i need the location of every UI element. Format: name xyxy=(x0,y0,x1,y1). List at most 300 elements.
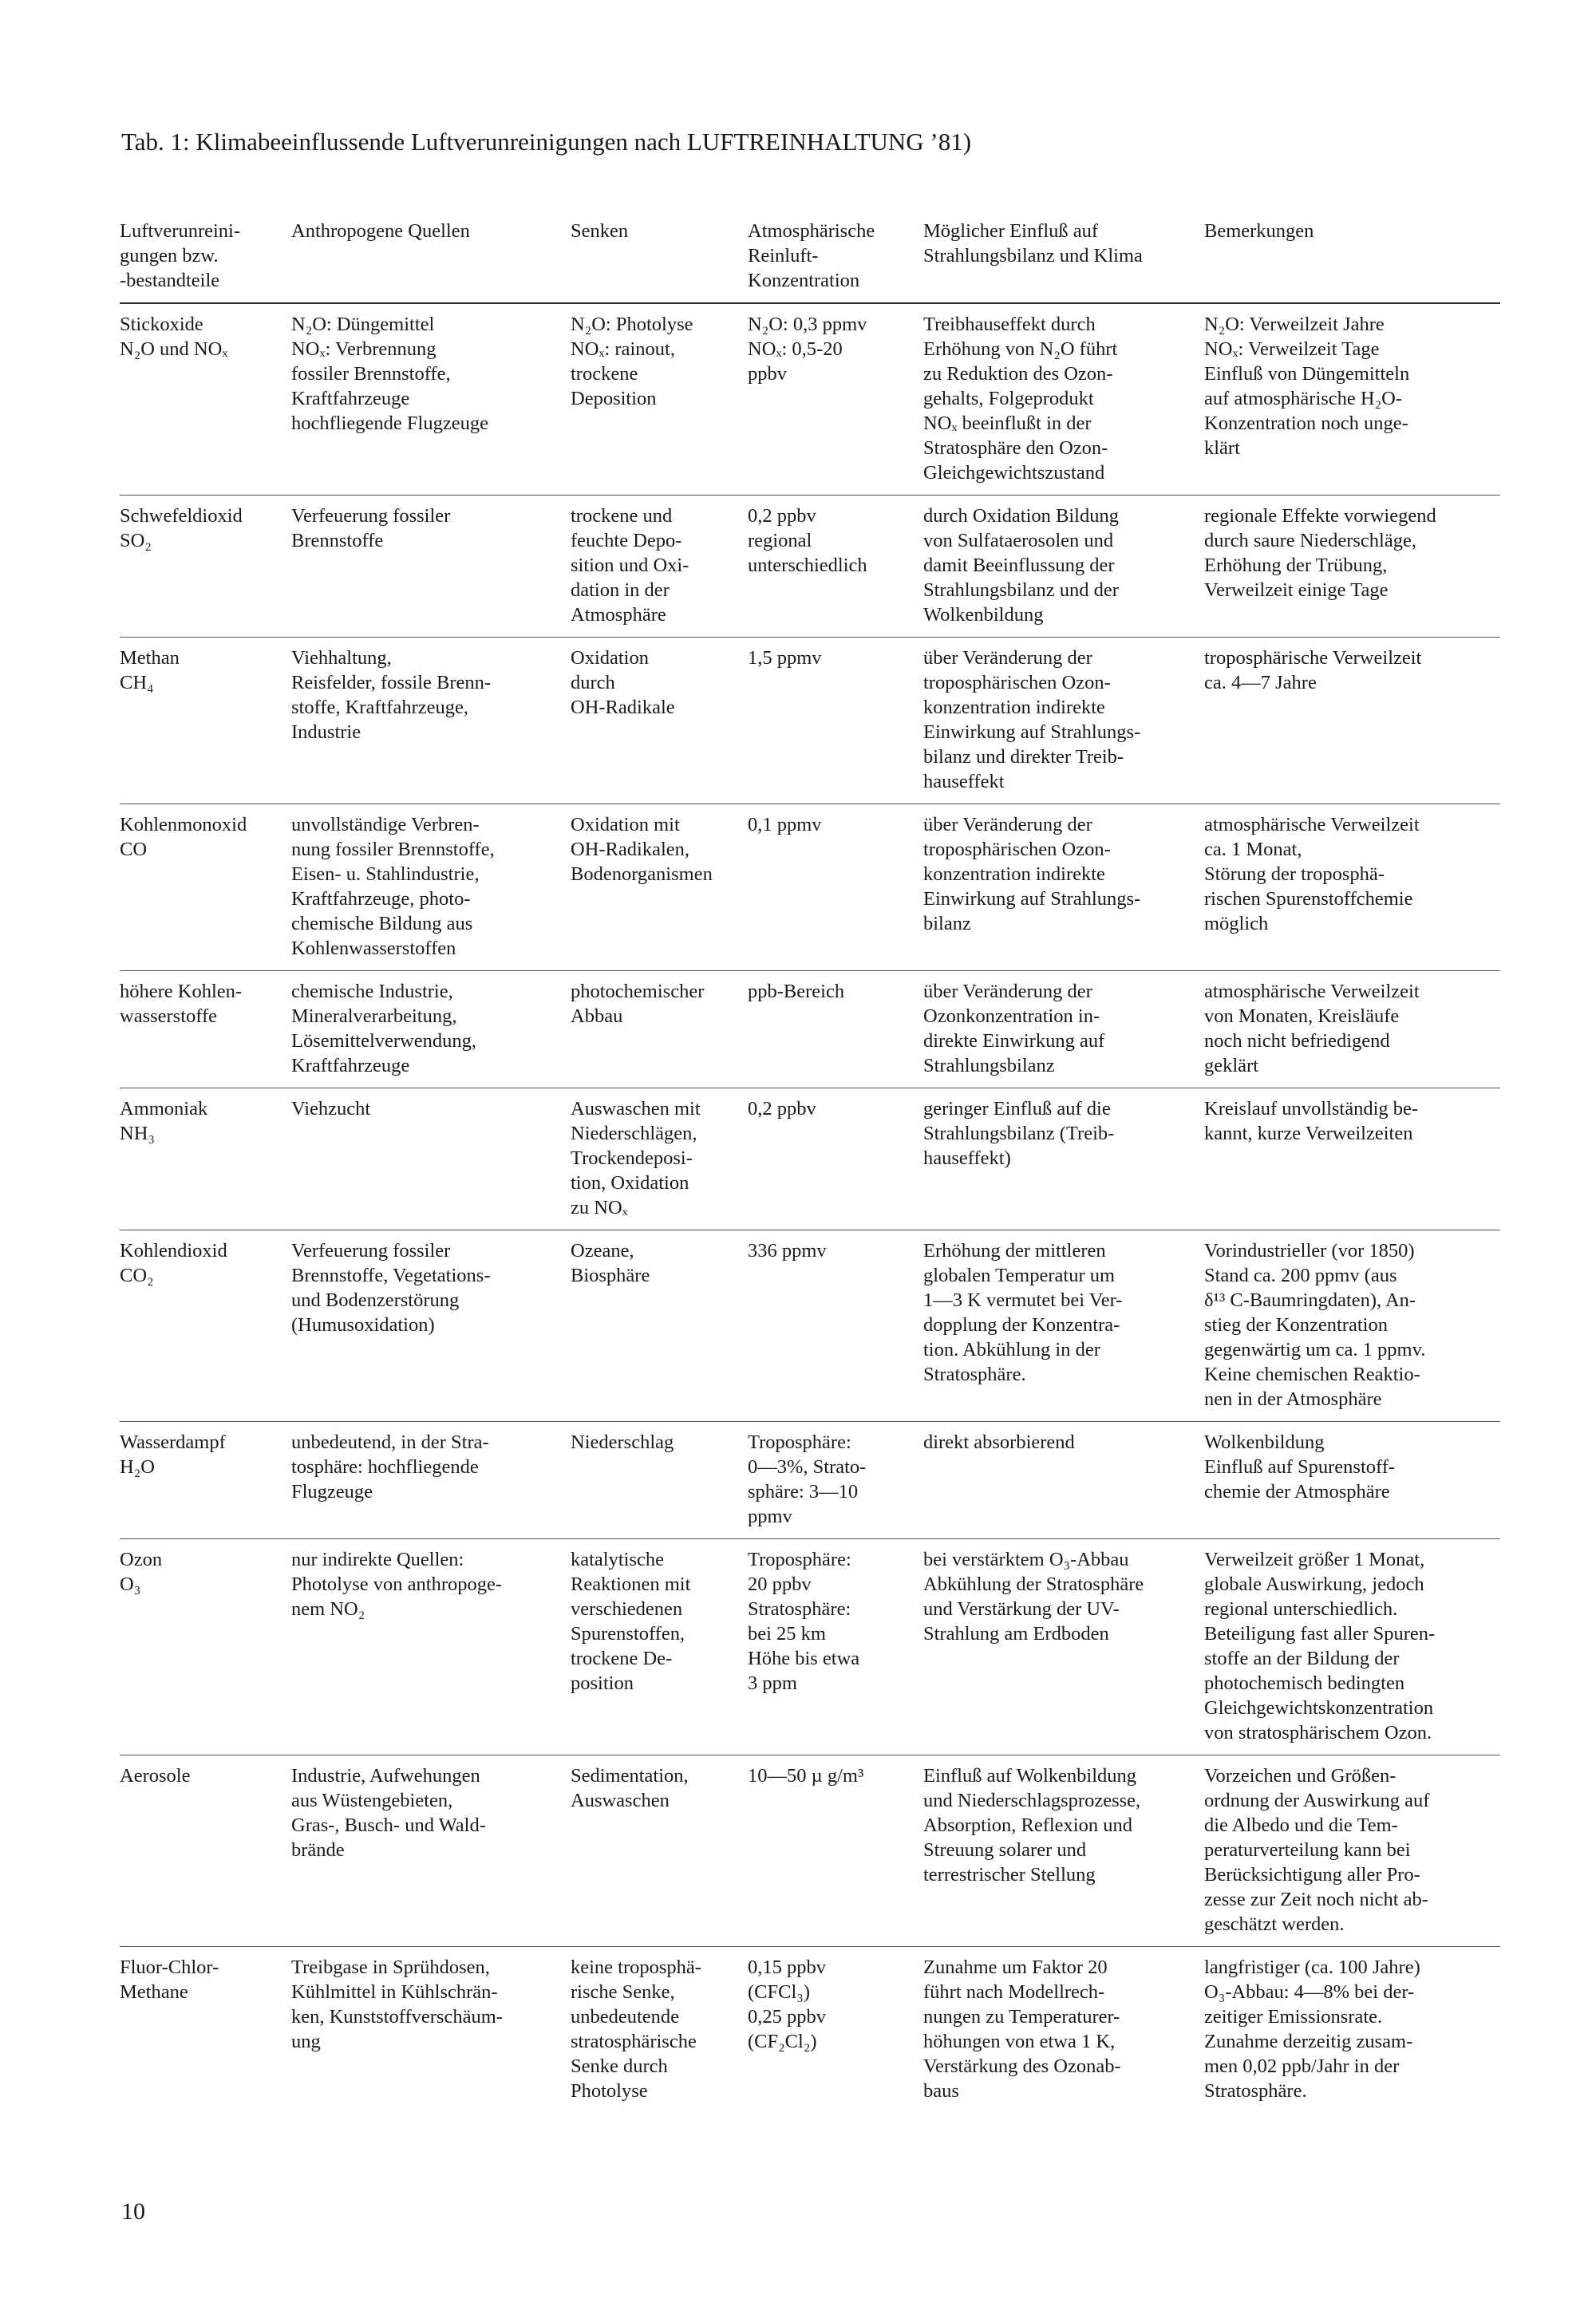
cell-line: brände xyxy=(291,1839,345,1861)
cell-pollutant xyxy=(120,804,291,971)
cell-line: Abbau xyxy=(571,1005,623,1027)
cell-line: troposphärische Verweilzeit xyxy=(1204,647,1422,669)
cell-line: N₂O und NOₓ xyxy=(120,338,228,360)
cell-line: über Veränderung der xyxy=(923,981,1092,1002)
cell-pollutant xyxy=(120,303,291,496)
cell-line: möglich xyxy=(1204,913,1269,934)
cell-climate-influence xyxy=(923,804,1204,971)
cell-line: Kohlenwasserstoffen xyxy=(291,938,456,959)
cell-line: Kraftfahrzeuge xyxy=(291,388,410,409)
table-row xyxy=(120,804,1500,971)
cell-line: Erhöhung der Trübung, xyxy=(1204,555,1388,576)
cell-line: (Humusoxidation) xyxy=(291,1314,435,1336)
header-remarks xyxy=(1204,215,1500,303)
cell-line: baus xyxy=(923,2080,959,2102)
cell-line: CO₂ xyxy=(120,1265,154,1286)
cell-line: durch Oxidation Bildung xyxy=(923,505,1119,527)
cell-pollutant xyxy=(120,1947,291,2114)
cell-sources xyxy=(291,1422,571,1539)
cell-concentration xyxy=(748,1422,923,1539)
cell-remarks xyxy=(1204,971,1500,1088)
cell-line: stoffe an der Bildung der xyxy=(1204,1648,1400,1669)
cell-line: langfristiger (ca. 100 Jahre) xyxy=(1204,1957,1420,1978)
cell-line: men 0,02 ppb/Jahr in der xyxy=(1204,2055,1400,2077)
cell-line: Troposphäre: xyxy=(748,1431,851,1453)
cell-line: geschätzt werden. xyxy=(1204,1913,1345,1935)
cell-line: noch nicht befriedigend xyxy=(1204,1030,1390,1052)
cell-line: Strahlung am Erdboden xyxy=(923,1623,1109,1645)
cell-line: Stratosphäre. xyxy=(1204,2080,1307,2102)
cell-line: NOₓ: 0,5-20 xyxy=(748,338,843,360)
cell-line: 0—3%, Strato- xyxy=(748,1456,867,1478)
cell-line: unterschiedlich xyxy=(748,555,867,576)
cell-sources xyxy=(291,804,571,971)
cell-concentration xyxy=(748,1539,923,1755)
cell-line: Wolkenbildung xyxy=(1204,1431,1325,1453)
cell-line: regionale Effekte vorwiegend xyxy=(1204,505,1436,527)
cell-sources xyxy=(291,1755,571,1947)
cell-sinks xyxy=(571,1230,748,1422)
header-climate-influence xyxy=(923,215,1204,303)
cell-line: hochfliegende Flugzeuge xyxy=(291,413,488,434)
cell-line: chemie der Atmosphäre xyxy=(1204,1481,1390,1503)
cell-line: fossiler Brennstoffe, xyxy=(291,363,451,385)
cell-line: stieg der Konzentration xyxy=(1204,1314,1388,1336)
cell-line: ordnung der Auswirkung auf xyxy=(1204,1790,1430,1811)
cell-line: verschiedenen xyxy=(571,1598,683,1620)
cell-line: NOₓ beeinflußt in der xyxy=(923,413,1092,434)
cell-line: ppmv xyxy=(748,1506,792,1527)
cell-line: Einwirkung auf Strahlungs- xyxy=(923,888,1141,910)
cell-line: unbedeutende xyxy=(571,2006,680,2028)
cell-line: katalytische xyxy=(571,1549,665,1570)
cell-pollutant xyxy=(120,1230,291,1422)
cell-line: Methan xyxy=(120,647,180,669)
cell-line: Wolkenbildung xyxy=(923,604,1044,626)
cell-line: Stickoxide xyxy=(120,314,203,335)
cell-line: Strahlungsbilanz xyxy=(923,1055,1055,1076)
cell-line: Einfluß von Düngemitteln xyxy=(1204,363,1410,385)
table-row xyxy=(120,1422,1500,1539)
cell-line: stoffe, Kraftfahrzeuge, xyxy=(291,697,468,718)
cell-line: Abkühlung der Stratosphäre xyxy=(923,1574,1144,1595)
cell-line: Deposition xyxy=(571,388,657,409)
cell-line: Möglicher Einfluß auf xyxy=(923,220,1099,242)
cell-line: Kühlmittel in Kühlschrän- xyxy=(291,1981,498,2003)
cell-line: dation in der xyxy=(571,579,670,601)
cell-line: 10—50 µ g/m³ xyxy=(748,1765,864,1787)
cell-concentration xyxy=(748,1230,923,1422)
cell-line: von Sulfataerosolen und xyxy=(923,530,1114,551)
cell-line: Trockendeposi- xyxy=(571,1147,693,1169)
table-caption: Tab. 1: Klimabeeinflussende Luftverunreinigungen nach LUFTREINHALTUNG ’81) xyxy=(121,128,972,156)
cell-line: Biosphäre xyxy=(571,1265,650,1286)
cell-line: über Veränderung der xyxy=(923,814,1092,835)
cell-line: Beteiligung fast aller Spuren- xyxy=(1204,1623,1436,1645)
cell-line: dopplung der Konzentra- xyxy=(923,1314,1120,1336)
cell-remarks xyxy=(1204,303,1500,496)
cell-sources xyxy=(291,496,571,638)
cell-line: troposphärischen Ozon- xyxy=(923,672,1111,693)
cell-line: ca. 1 Monat, xyxy=(1204,839,1302,860)
cell-sinks xyxy=(571,303,748,496)
cell-pollutant xyxy=(120,1539,291,1755)
cell-line: (CF₂Cl₂) xyxy=(748,2031,817,2052)
cell-line: Reaktionen mit xyxy=(571,1574,691,1595)
cell-pollutant xyxy=(120,1422,291,1539)
cell-line: SO₂ xyxy=(120,530,152,551)
cell-line: gehalts, Folgeprodukt xyxy=(923,388,1094,409)
cell-line: Einfluß auf Spurenstoff- xyxy=(1204,1456,1396,1478)
cell-line: peraturverteilung kann bei xyxy=(1204,1839,1411,1861)
cell-line: Ozeane, xyxy=(571,1240,634,1262)
cell-line: bilanz und direkter Treib- xyxy=(923,746,1124,768)
cell-climate-influence xyxy=(923,303,1204,496)
cell-line: Kreislauf unvollständig be- xyxy=(1204,1098,1419,1120)
cell-line: Photolyse xyxy=(571,2080,648,2102)
cell-pollutant xyxy=(120,1088,291,1230)
cell-line: Industrie, Aufwehungen xyxy=(291,1765,480,1787)
cell-sinks xyxy=(571,971,748,1088)
cell-line: Viehzucht xyxy=(291,1098,371,1120)
cell-line: höhere Kohlen- xyxy=(120,981,243,1002)
cell-line: position xyxy=(571,1672,634,1694)
cell-line: nungen zu Temperaturer- xyxy=(923,2006,1120,2028)
cell-pollutant xyxy=(120,638,291,804)
cell-line: Keine chemischen Reaktio- xyxy=(1204,1364,1420,1385)
cell-line: 1—3 K vermutet bei Ver- xyxy=(923,1289,1123,1311)
cell-line: Oxidation mit xyxy=(571,814,680,835)
cell-line: Absorption, Reflexion und xyxy=(923,1815,1132,1836)
cell-line: gungen bzw. xyxy=(120,245,219,267)
cell-line: gegenwärtig um ca. 1 ppmv. xyxy=(1204,1339,1426,1360)
cell-line: wasserstoffe xyxy=(120,1005,218,1027)
cell-line: direkt absorbierend xyxy=(923,1431,1075,1453)
cell-line: Verweilzeit größer 1 Monat, xyxy=(1204,1549,1425,1570)
cell-line: ken, Kunststoffverschäum- xyxy=(291,2006,503,2028)
cell-line: 3 ppm xyxy=(748,1672,797,1694)
cell-line: hauseffekt) xyxy=(923,1147,1011,1169)
cell-line: Spurenstoffen, xyxy=(571,1623,685,1645)
cell-line: Strahlungsbilanz und der xyxy=(923,579,1119,601)
cell-line: Gleichgewichtskonzentration xyxy=(1204,1697,1434,1719)
cell-line: geringer Einfluß auf die xyxy=(923,1098,1111,1120)
cell-line: 20 ppbv xyxy=(748,1574,812,1595)
cell-line: rischen Spurenstoffchemie xyxy=(1204,888,1413,910)
cell-sources xyxy=(291,303,571,496)
cell-line: zeitiger Emissionsrate. xyxy=(1204,2006,1383,2028)
cell-climate-influence xyxy=(923,1539,1204,1755)
cell-line: terrestrischer Stellung xyxy=(923,1864,1096,1886)
cell-line: Stratosphäre. xyxy=(923,1364,1026,1385)
cell-line: Stratosphäre: xyxy=(748,1598,851,1620)
cell-line: photochemisch bedingten xyxy=(1204,1672,1405,1694)
cell-line: Zunahme derzeitig zusam- xyxy=(1204,2031,1413,2052)
cell-line: tion, Oxidation xyxy=(571,1172,689,1194)
cell-line: 0,15 ppbv xyxy=(748,1957,826,1978)
cell-line: Treibgase in Sprühdosen, xyxy=(291,1957,490,1978)
cell-line: Ammoniak xyxy=(120,1098,208,1120)
cell-line: Höhe bis etwa xyxy=(748,1648,860,1669)
cell-line: Stand ca. 200 ppmv (aus xyxy=(1204,1265,1397,1286)
cell-climate-influence xyxy=(923,496,1204,638)
cell-line: Reinluft- xyxy=(748,245,819,267)
cell-line: δ¹³ C-Baumringdaten), An- xyxy=(1204,1289,1416,1311)
cell-line: die Albedo und die Tem- xyxy=(1204,1815,1398,1836)
cell-line: 0,2 ppbv xyxy=(748,505,816,527)
table-row xyxy=(120,1755,1500,1947)
cell-line: 0,25 ppbv xyxy=(748,2006,826,2028)
cell-line: N₂O: 0,3 ppmv xyxy=(748,314,867,335)
cell-line: regional unterschiedlich. xyxy=(1204,1598,1398,1620)
cell-line: durch xyxy=(571,672,615,693)
cell-line: unbedeutend, in der Stra- xyxy=(291,1431,489,1453)
cell-remarks xyxy=(1204,496,1500,638)
cell-line: von Monaten, Kreisläufe xyxy=(1204,1005,1400,1027)
cell-line: und Verstärkung der UV- xyxy=(923,1598,1120,1620)
cell-line: stratosphärische xyxy=(571,2031,697,2052)
cell-line: Konzentration xyxy=(748,270,860,291)
cell-line: Senke durch xyxy=(571,2055,668,2077)
cell-line: Strahlungsbilanz (Treib- xyxy=(923,1123,1115,1144)
table-row xyxy=(120,303,1500,496)
cell-line: aus Wüstengebieten, xyxy=(291,1790,453,1811)
cell-line: ca. 4—7 Jahre xyxy=(1204,672,1317,693)
cell-line: Treibhauseffekt durch xyxy=(923,314,1096,335)
cell-line: Auswaschen xyxy=(571,1790,670,1811)
cell-line: über Veränderung der xyxy=(923,647,1092,669)
cell-line: Verfeuerung fossiler xyxy=(291,505,451,527)
pollutant-table xyxy=(120,215,1500,2113)
header-pollutant xyxy=(120,215,291,303)
cell-concentration xyxy=(748,971,923,1088)
cell-line: Atmosphärische xyxy=(748,220,875,242)
cell-line: geklärt xyxy=(1204,1055,1259,1076)
cell-concentration xyxy=(748,1947,923,2114)
table-row xyxy=(120,496,1500,638)
cell-line: direkte Einwirkung auf xyxy=(923,1030,1105,1052)
cell-remarks xyxy=(1204,804,1500,971)
cell-line: troposphärischen Ozon- xyxy=(923,839,1111,860)
cell-climate-influence xyxy=(923,638,1204,804)
cell-line: 0,1 ppmv xyxy=(748,814,822,835)
cell-line: Kraftfahrzeuge, photo- xyxy=(291,888,471,910)
cell-sources xyxy=(291,971,571,1088)
cell-sinks xyxy=(571,1755,748,1947)
cell-line: keine troposphä- xyxy=(571,1957,701,1978)
cell-line: Eisen- u. Stahlindustrie, xyxy=(291,863,480,885)
cell-line: Einwirkung auf Strahlungs- xyxy=(923,721,1141,743)
cell-concentration xyxy=(748,1755,923,1947)
cell-sinks xyxy=(571,1088,748,1230)
cell-line: Viehhaltung, xyxy=(291,647,392,669)
cell-line: Brennstoffe xyxy=(291,530,384,551)
cell-line: Vorindustrieller (vor 1850) xyxy=(1204,1240,1415,1262)
cell-climate-influence xyxy=(923,1947,1204,2114)
cell-line: Auswaschen mit xyxy=(571,1098,701,1120)
cell-line: globale Auswirkung, jedoch xyxy=(1204,1574,1424,1595)
cell-line: H₂O xyxy=(120,1456,155,1478)
cell-sources xyxy=(291,1230,571,1422)
cell-line: Kohlenmonoxid xyxy=(120,814,247,835)
cell-pollutant xyxy=(120,971,291,1088)
cell-line: nung fossiler Brennstoffe, xyxy=(291,839,495,860)
cell-line: tion. Abkühlung in der xyxy=(923,1339,1100,1360)
cell-concentration xyxy=(748,804,923,971)
page-number: 10 xyxy=(121,2198,145,2225)
cell-concentration xyxy=(748,496,923,638)
cell-sinks xyxy=(571,638,748,804)
cell-line: regional xyxy=(748,530,812,551)
cell-line: O₃-Abbau: 4—8% bei der- xyxy=(1204,1981,1415,2003)
cell-line: klärt xyxy=(1204,437,1240,459)
cell-sources xyxy=(291,1947,571,2114)
cell-line: N₂O: Düngemittel xyxy=(291,314,435,335)
cell-line: trockene xyxy=(571,363,638,385)
cell-line: Lösemittelverwendung, xyxy=(291,1030,477,1052)
cell-line: CO xyxy=(120,839,148,860)
cell-line: -bestandteile xyxy=(120,270,220,291)
cell-line: Schwefeldioxid xyxy=(120,505,243,527)
cell-line: 336 ppmv xyxy=(748,1240,827,1262)
cell-line: Gras-, Busch- und Wald- xyxy=(291,1815,486,1836)
cell-sources xyxy=(291,638,571,804)
cell-line: Niederschlägen, xyxy=(571,1123,697,1144)
table-row xyxy=(120,971,1500,1088)
cell-line: rische Senke, xyxy=(571,1981,675,2003)
table-row xyxy=(120,638,1500,804)
cell-line: führt nach Modellrech- xyxy=(923,1981,1105,2003)
cell-line: Strahlungsbilanz und Klima xyxy=(923,245,1143,267)
cell-line: durch saure Niederschläge, xyxy=(1204,530,1416,551)
cell-line: und Bodenzerstörung xyxy=(291,1289,460,1311)
table-row xyxy=(120,1539,1500,1755)
cell-remarks xyxy=(1204,1422,1500,1539)
cell-line: Konzentration noch unge- xyxy=(1204,413,1408,434)
cell-line: Industrie xyxy=(291,721,361,743)
cell-line: Photolyse von anthropoge- xyxy=(291,1574,503,1595)
cell-line: trockene und xyxy=(571,505,673,527)
cell-line: Erhöhung von N₂O führt xyxy=(923,338,1118,360)
cell-sources xyxy=(291,1088,571,1230)
cell-line: ung xyxy=(291,2031,321,2052)
cell-line: OH-Radikalen, xyxy=(571,839,689,860)
cell-concentration xyxy=(748,303,923,496)
cell-line: Wasserdampf xyxy=(120,1431,226,1453)
cell-remarks xyxy=(1204,1755,1500,1947)
cell-line: ppbv xyxy=(748,363,787,385)
cell-line: zu Reduktion des Ozon- xyxy=(923,363,1113,385)
cell-line: Berücksichtigung aller Pro- xyxy=(1204,1864,1420,1886)
cell-line: N₂O: Photolyse xyxy=(571,314,693,335)
cell-sinks xyxy=(571,1947,748,2114)
cell-line: Bodenorganismen xyxy=(571,863,713,885)
cell-line: Verfeuerung fossiler xyxy=(291,1240,451,1262)
cell-line: Streuung solarer und xyxy=(923,1839,1087,1861)
cell-line: Einfluß auf Wolkenbildung xyxy=(923,1765,1137,1787)
cell-line: OH-Radikale xyxy=(571,697,675,718)
table-row xyxy=(120,1088,1500,1230)
cell-line: atmosphärische Verweilzeit xyxy=(1204,814,1420,835)
cell-line: Brennstoffe, Vegetations- xyxy=(291,1265,491,1286)
cell-line: Bemerkungen xyxy=(1204,220,1314,242)
cell-line: Kohlendioxid xyxy=(120,1240,227,1262)
cell-line: bei verstärktem O₃-Abbau xyxy=(923,1549,1129,1570)
cell-line: Gleichgewichtszustand xyxy=(923,462,1105,484)
cell-line: photochemischer xyxy=(571,981,705,1002)
cell-line: Vorzeichen und Größen- xyxy=(1204,1765,1396,1787)
cell-line: Störung der troposphä- xyxy=(1204,863,1385,885)
cell-line: Ozonkonzentration in- xyxy=(923,1005,1100,1027)
cell-line: O₃ xyxy=(120,1574,141,1595)
cell-line: chemische Industrie, xyxy=(291,981,453,1002)
cell-line: N₂O: Verweilzeit Jahre xyxy=(1204,314,1385,335)
cell-sinks xyxy=(571,804,748,971)
cell-sinks xyxy=(571,1422,748,1539)
cell-line: 1,5 ppmv xyxy=(748,647,822,669)
cell-sinks xyxy=(571,1539,748,1755)
cell-line: nen in der Atmosphäre xyxy=(1204,1388,1382,1410)
cell-line: Sedimentation, xyxy=(571,1765,689,1787)
cell-line: Verweilzeit einige Tage xyxy=(1204,579,1389,601)
cell-line: konzentration indirekte xyxy=(923,863,1105,885)
cell-line: hauseffekt xyxy=(923,771,1005,792)
cell-line: Oxidation xyxy=(571,647,649,669)
cell-line: Flugzeuge xyxy=(291,1481,373,1503)
cell-climate-influence xyxy=(923,1230,1204,1422)
cell-line: Senken xyxy=(571,220,629,242)
cell-line: zesse zur Zeit noch nicht ab- xyxy=(1204,1889,1428,1910)
table-row xyxy=(120,1230,1500,1422)
cell-pollutant xyxy=(120,496,291,638)
cell-line: NH₃ xyxy=(120,1123,155,1144)
cell-line: nem NO₂ xyxy=(291,1598,365,1620)
cell-remarks xyxy=(1204,638,1500,804)
cell-pollutant xyxy=(120,1755,291,1947)
cell-sources xyxy=(291,1539,571,1755)
cell-line: Troposphäre: xyxy=(748,1549,851,1570)
cell-line: Mineralverarbeitung, xyxy=(291,1005,457,1027)
cell-line: Kraftfahrzeuge xyxy=(291,1055,410,1076)
cell-remarks xyxy=(1204,1088,1500,1230)
cell-line: NOₓ: Verweilzeit Tage xyxy=(1204,338,1380,360)
cell-line: sition und Oxi- xyxy=(571,555,689,576)
cell-line: Stratosphäre den Ozon- xyxy=(923,437,1108,459)
cell-line: CH₄ xyxy=(120,672,154,693)
cell-line: feuchte Depo- xyxy=(571,530,682,551)
header-sinks xyxy=(571,215,748,303)
cell-line: ppb-Bereich xyxy=(748,981,845,1002)
cell-concentration xyxy=(748,638,923,804)
cell-climate-influence xyxy=(923,1422,1204,1539)
cell-line: bilanz xyxy=(923,913,971,934)
cell-line: Ozon xyxy=(120,1549,163,1570)
cell-line: Atmosphäre xyxy=(571,604,666,626)
cell-line: chemische Bildung aus xyxy=(291,913,473,934)
cell-climate-influence xyxy=(923,1088,1204,1230)
cell-line: damit Beeinflussung der xyxy=(923,555,1115,576)
cell-line: sphäre: 3—10 xyxy=(748,1481,859,1503)
cell-remarks xyxy=(1204,1539,1500,1755)
cell-line: atmosphärische Verweilzeit xyxy=(1204,981,1420,1002)
cell-remarks xyxy=(1204,1230,1500,1422)
header-sources xyxy=(291,215,571,303)
cell-line: Methane xyxy=(120,1981,188,2003)
header-concentration xyxy=(748,215,923,303)
cell-concentration xyxy=(748,1088,923,1230)
cell-line: auf atmosphärische H₂O- xyxy=(1204,388,1403,409)
cell-line: NOₓ: rainout, xyxy=(571,338,675,360)
